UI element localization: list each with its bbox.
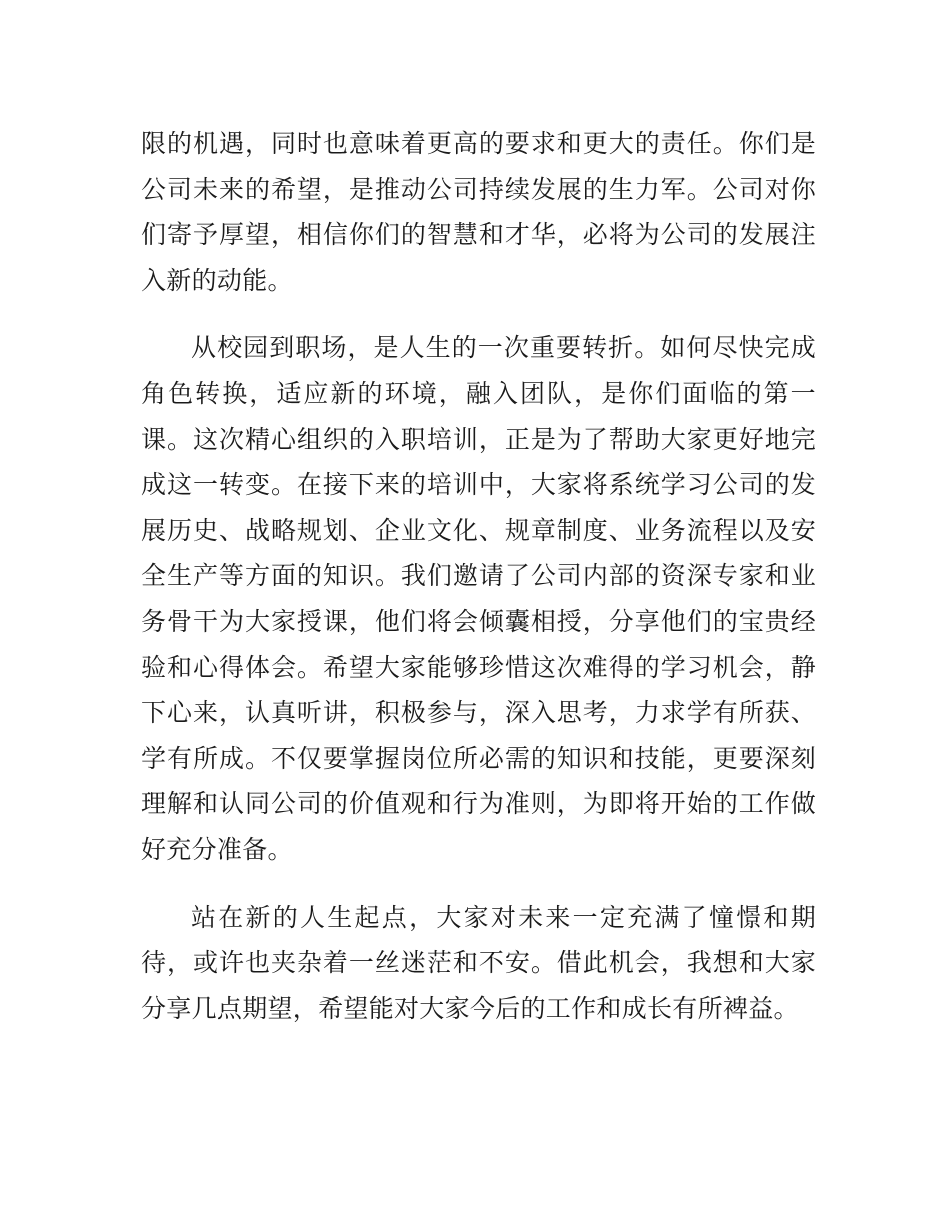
document-body (141, 121, 816, 1031)
paragraph-training: 从校园到职场，是人生的一次重要转折。如何尽快完成角色转换，适应新的环境，融入团队，是你们面临的第一课。这次精心组织的入职培训，正是为了帮助大家更好地完成这一转变。在接下来的培训中，大家将系统学习公司的发展历史、战略规划、企业文化、规章制度、业务流程以及安全生产等方面的知识。我们邀请了公司内部的资深专家和业务骨干为大家授课，他们将会倾囊相授，分享他们的宝贵经验和心得体会。希望大家能够珍惜这次难得的学习机会，静下心来，认真听讲，积极参与，深入思考，力求学有所获、学有所成。不仅要掌握岗位所必需的知识和技能，更要深刻理解和认同公司的价值观和行为准则，为即将开始的工作做好充分准备。 (141, 333, 816, 864)
paragraph-continuation: 限的机遇，同时也意味着更高的要求和更大的责任。你们是公司未来的希望，是推动公司持续发展的生力军。公司对你们寄予厚望，相信你们的智慧和才华，必将为公司的发展注入新的动能。 (141, 129, 816, 295)
paragraph-expectations: 站在新的人生起点，大家对未来一定充满了憧憬和期待，或许也夹杂着一丝迷茫和不安。借此机会，我想和大家分享几点期望，希望能对大家今后的工作和成长有所裨益。 (141, 902, 816, 1023)
